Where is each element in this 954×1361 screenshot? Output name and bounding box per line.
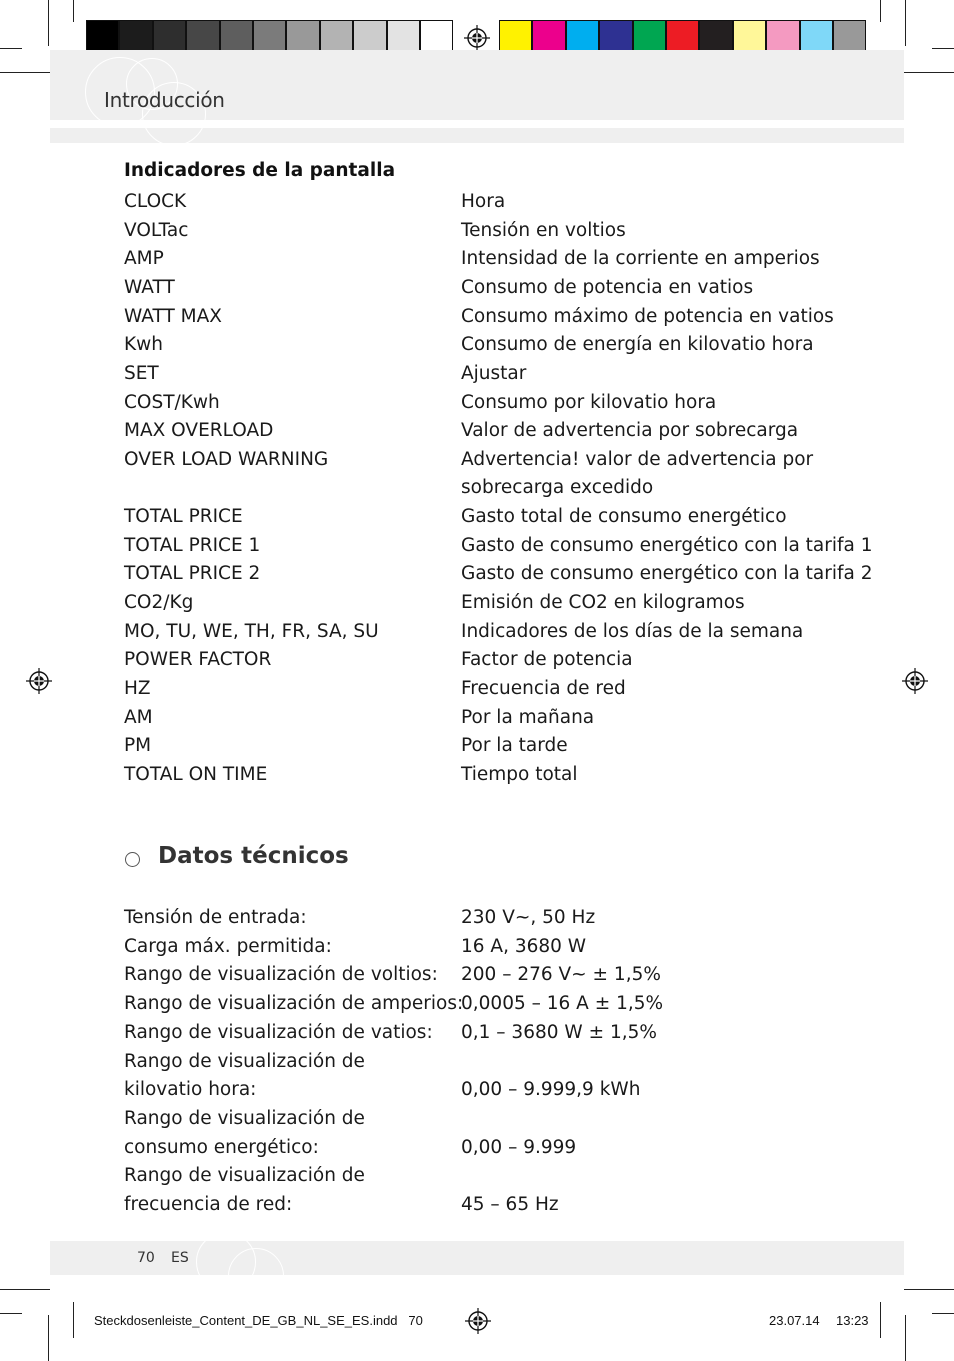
tech-data-value: 16 A, 3680 W <box>461 935 587 957</box>
indicator-value: Advertencia! valor de advertencia por <box>461 448 814 470</box>
color-swatch <box>633 20 666 53</box>
indicator-value-continued: sobrecarga excedido <box>461 477 654 499</box>
indicator-value: Por la mañana <box>461 706 595 728</box>
tech-data-title: Datos técnicos <box>158 843 349 869</box>
crop-mark <box>880 0 881 22</box>
indicator-key: TOTAL PRICE 1 <box>124 534 261 556</box>
bullet-circle-icon <box>125 852 140 867</box>
indicator-key: MAX OVERLOAD <box>124 420 274 442</box>
indicator-key: PM <box>124 735 152 757</box>
indicator-key: SET <box>124 362 159 384</box>
indicator-value: Frecuencia de red <box>461 678 626 700</box>
slug-time: 13:23 <box>836 1313 869 1328</box>
gray-swatch <box>353 20 386 53</box>
tech-data-value: 230 V~, 50 Hz <box>461 907 596 928</box>
tech-data-key: Rango de visualización de voltios: <box>124 964 438 986</box>
language-code: ES <box>171 1250 189 1266</box>
tech-data-key: Rango de visualización de amperios: <box>124 993 464 1015</box>
indicator-key: WATT MAX <box>124 305 222 327</box>
registration-mark-icon <box>26 668 52 694</box>
indicator-value: Factor de potencia <box>461 649 633 671</box>
registration-mark-icon <box>464 25 490 51</box>
indicator-key: POWER FACTOR <box>124 649 272 671</box>
indicators-title: Indicadores de la pantalla <box>124 160 396 181</box>
gray-swatch <box>86 20 119 53</box>
indicator-value: Consumo máximo de potencia en vatios <box>461 305 834 327</box>
indicator-key: VOLTac <box>124 219 189 241</box>
indicator-key: COST/Kwh <box>124 391 220 413</box>
indicator-key: TOTAL PRICE 2 <box>124 563 261 585</box>
indicator-key: WATT <box>124 276 175 298</box>
crop-mark <box>0 72 50 73</box>
tech-data-value: 0,00 – 9.999 <box>461 1136 577 1158</box>
crop-mark <box>932 1313 954 1314</box>
slug-date: 23.07.14 <box>769 1313 820 1328</box>
color-swatch <box>833 20 866 53</box>
page-number: 70 <box>137 1250 155 1266</box>
color-swatch <box>599 20 632 53</box>
crop-mark <box>48 1315 49 1361</box>
indicator-key: TOTAL ON TIME <box>124 764 268 785</box>
indicator-key: OVER LOAD WARNING <box>124 448 329 470</box>
indicator-key: HZ <box>124 678 151 700</box>
gray-swatch <box>119 20 152 53</box>
crop-mark <box>932 48 954 49</box>
crop-mark <box>73 0 74 22</box>
indicator-value: Gasto de consumo energético con la tarifa 2 <box>461 563 873 585</box>
crop-mark <box>73 1302 74 1338</box>
color-swatch <box>800 20 833 53</box>
gray-swatch <box>253 20 286 53</box>
crop-mark <box>0 1289 50 1290</box>
tech-data-value: 200 – 276 V~ ± 1,5% <box>461 964 661 986</box>
decorative-circle <box>228 1248 284 1304</box>
indicator-key: CLOCK <box>124 191 187 212</box>
slug-filename: Steckdosenleiste_Content_DE_GB_NL_SE_ES.indd 70 <box>94 1313 423 1328</box>
tech-data-key: Tensión de entrada: <box>124 907 307 928</box>
tech-data-key: Rango de visualización de <box>124 1050 365 1072</box>
crop-mark <box>0 48 22 49</box>
tech-data-key-continued: frecuencia de red: <box>124 1193 293 1215</box>
tech-data-value: 45 – 65 Hz <box>461 1193 559 1215</box>
indicator-key: Kwh <box>124 334 163 356</box>
indicator-key: CO2/Kg <box>124 592 194 614</box>
indicator-value: Gasto de consumo energético con la tarifa 1 <box>461 534 873 556</box>
tech-data-key-continued: kilovatio hora: <box>124 1079 257 1101</box>
indicator-value: Tensión en voltios <box>461 219 626 241</box>
gray-swatch <box>387 20 420 53</box>
tech-data-value: 0,1 – 3680 W ± 1,5% <box>461 1021 657 1043</box>
indicator-key: AM <box>124 706 153 728</box>
tech-data-value: 0,00 – 9.999,9 kWh <box>461 1079 641 1101</box>
indicator-key: MO, TU, WE, TH, FR, SA, SU <box>124 620 379 642</box>
indicator-value: Tiempo total <box>461 764 578 785</box>
color-swatch <box>666 20 699 53</box>
tech-data-key: Carga máx. permitida: <box>124 935 332 957</box>
indicator-value: Consumo por kilovatio hora <box>461 391 717 413</box>
gray-swatch <box>153 20 186 53</box>
tech-data-key: Rango de visualización de <box>124 1165 365 1187</box>
tech-data-key: Rango de visualización de vatios: <box>124 1021 433 1043</box>
indicator-key: AMP <box>124 248 164 270</box>
crop-mark <box>880 1302 881 1338</box>
indicator-value: Consumo de potencia en vatios <box>461 276 754 298</box>
registration-mark-icon <box>465 1308 491 1334</box>
crop-mark <box>48 0 49 46</box>
crop-mark <box>905 0 906 46</box>
crop-mark <box>904 72 954 73</box>
indicator-value: Ajustar <box>461 362 527 384</box>
indicator-value: Valor de advertencia por sobrecarga <box>461 420 799 442</box>
tech-data-key-continued: consumo energético: <box>124 1136 319 1158</box>
registration-mark-icon <box>902 668 928 694</box>
tech-data-key: Rango de visualización de <box>124 1107 365 1129</box>
color-swatch <box>499 20 532 53</box>
color-swatch <box>532 20 565 53</box>
gray-swatch <box>220 20 253 53</box>
indicator-value: Hora <box>461 191 506 212</box>
color-swatch <box>566 20 599 53</box>
tech-data-value: 0,0005 – 16 A ± 1,5% <box>461 993 664 1015</box>
color-swatch <box>699 20 732 53</box>
crop-mark <box>905 1315 906 1361</box>
gray-swatch <box>320 20 353 53</box>
indicator-key: TOTAL PRICE <box>124 506 243 528</box>
gray-swatch <box>286 20 319 53</box>
crop-mark <box>904 1289 954 1290</box>
indicator-value: Emisión de CO2 en kilogramos <box>461 592 745 614</box>
gray-swatch <box>420 20 453 53</box>
indicator-value: Intensidad de la corriente en amperios <box>461 248 820 270</box>
section-header-title: Introducción <box>104 88 225 112</box>
crop-mark <box>0 1313 22 1314</box>
gray-swatch <box>186 20 219 53</box>
color-swatch <box>766 20 799 53</box>
indicator-value: Gasto total de consumo energético <box>461 506 787 528</box>
indicator-value: Por la tarde <box>461 735 568 757</box>
indicator-value: Consumo de energía en kilovatio hora <box>461 334 814 356</box>
color-swatch <box>733 20 766 53</box>
indicator-value: Indicadores de los días de la semana <box>461 620 804 642</box>
